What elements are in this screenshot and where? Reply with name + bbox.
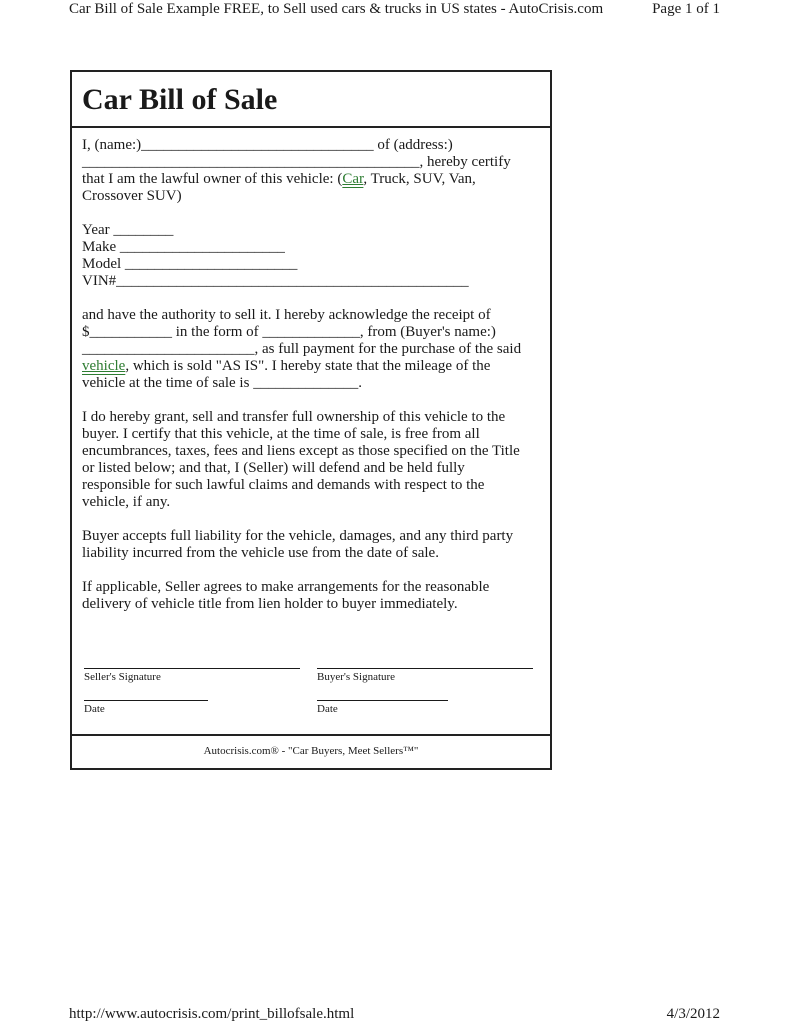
form-title-row [72,72,550,128]
print-footer-date: 4/3/2012 [666,1006,720,1022]
liability-line: liability incurred from the vehicle use from the date of sale. [82,545,439,561]
transfer-line: responsible for such lawful claims and demands with respect to the [82,477,485,493]
buyer-date-line [317,700,448,701]
intro-line: I, (name:)_______________________________ of (address:) [82,137,453,153]
transfer-paragraph [82,409,542,511]
vehicle-link[interactable]: vehicle [82,358,126,374]
transfer-line: encumbrances, taxes, fees and liens except as those specified on the Title [82,443,520,459]
authority-line: and have the authority to sell it. I hereby acknowledge the receipt of [82,307,491,323]
form-body [82,137,542,613]
buyer-signature-line [317,668,533,669]
authority-line: $___________ in the form of _____________, from (Buyer's name:) [82,324,496,340]
make-field: Make ______________________ [82,239,285,255]
authority-line: vehicle at the time of sale is ______________. [82,375,362,391]
year-field: Year ________ [82,222,174,238]
authority-line: _______________________, as full payment for the purchase of the said [82,341,522,357]
seller-signature-line [84,668,300,669]
transfer-line: or listed below; and that, I (Seller) will defend and be held fully [82,460,465,476]
buyer-signature-label: Buyer's Signature [317,671,396,683]
intro-line: _____________________________________________, hereby certify [82,154,511,170]
print-header-page-number: Page 1 of 1 [652,1,720,17]
model-field: Model _______________________ [82,256,298,272]
vehicle-fields [82,222,542,290]
delivery-line: delivery of vehicle title from lien holder to buyer immediately. [82,596,458,612]
seller-signature-label: Seller's Signature [84,671,161,683]
intro-text: that I am the lawful owner of this vehicle: ( [82,171,343,187]
intro-text: , Truck, SUV, Van, [363,171,476,187]
transfer-line: I do hereby grant, sell and transfer full ownership of this vehicle to the [82,409,506,425]
print-header-title: Car Bill of Sale Example FREE, to Sell used cars & trucks in US states - AutoCrisis.com [69,1,604,17]
seller-date-label: Date [84,703,105,715]
car-link[interactable]: Car [342,171,364,187]
intro-paragraph [82,137,542,205]
footer-tagline: Autocrisis.com® - "Car Buyers, Meet Sellers™" [203,745,419,757]
transfer-line: buyer. I certify that this vehicle, at the time of sale, is free from all [82,426,480,442]
transfer-line: vehicle, if any. [82,494,171,510]
delivery-line: If applicable, Seller agrees to make arrangements for the reasonable [82,579,490,595]
intro-line [82,171,542,188]
seller-signature-block [84,668,304,716]
form-title: Car Bill of Sale [82,83,278,116]
liability-paragraph [82,528,542,562]
buyer-date-label: Date [317,703,338,715]
bill-of-sale-form [70,70,552,770]
seller-date-line [84,700,208,701]
authority-line [82,358,542,375]
delivery-paragraph [82,579,542,613]
liability-line: Buyer accepts full liability for the vehicle, damages, and any third party [82,528,514,544]
authority-text: , which is sold "AS IS". I hereby state that the mileage of the [125,358,491,374]
authority-paragraph [82,307,542,392]
vin-field: VIN#_______________________________________________ [82,273,469,289]
form-footer-row [72,734,550,772]
intro-line: Crossover SUV) [82,188,182,204]
buyer-signature-block [317,668,537,716]
print-footer-url: http://www.autocrisis.com/print_billofsale.html [69,1006,355,1022]
